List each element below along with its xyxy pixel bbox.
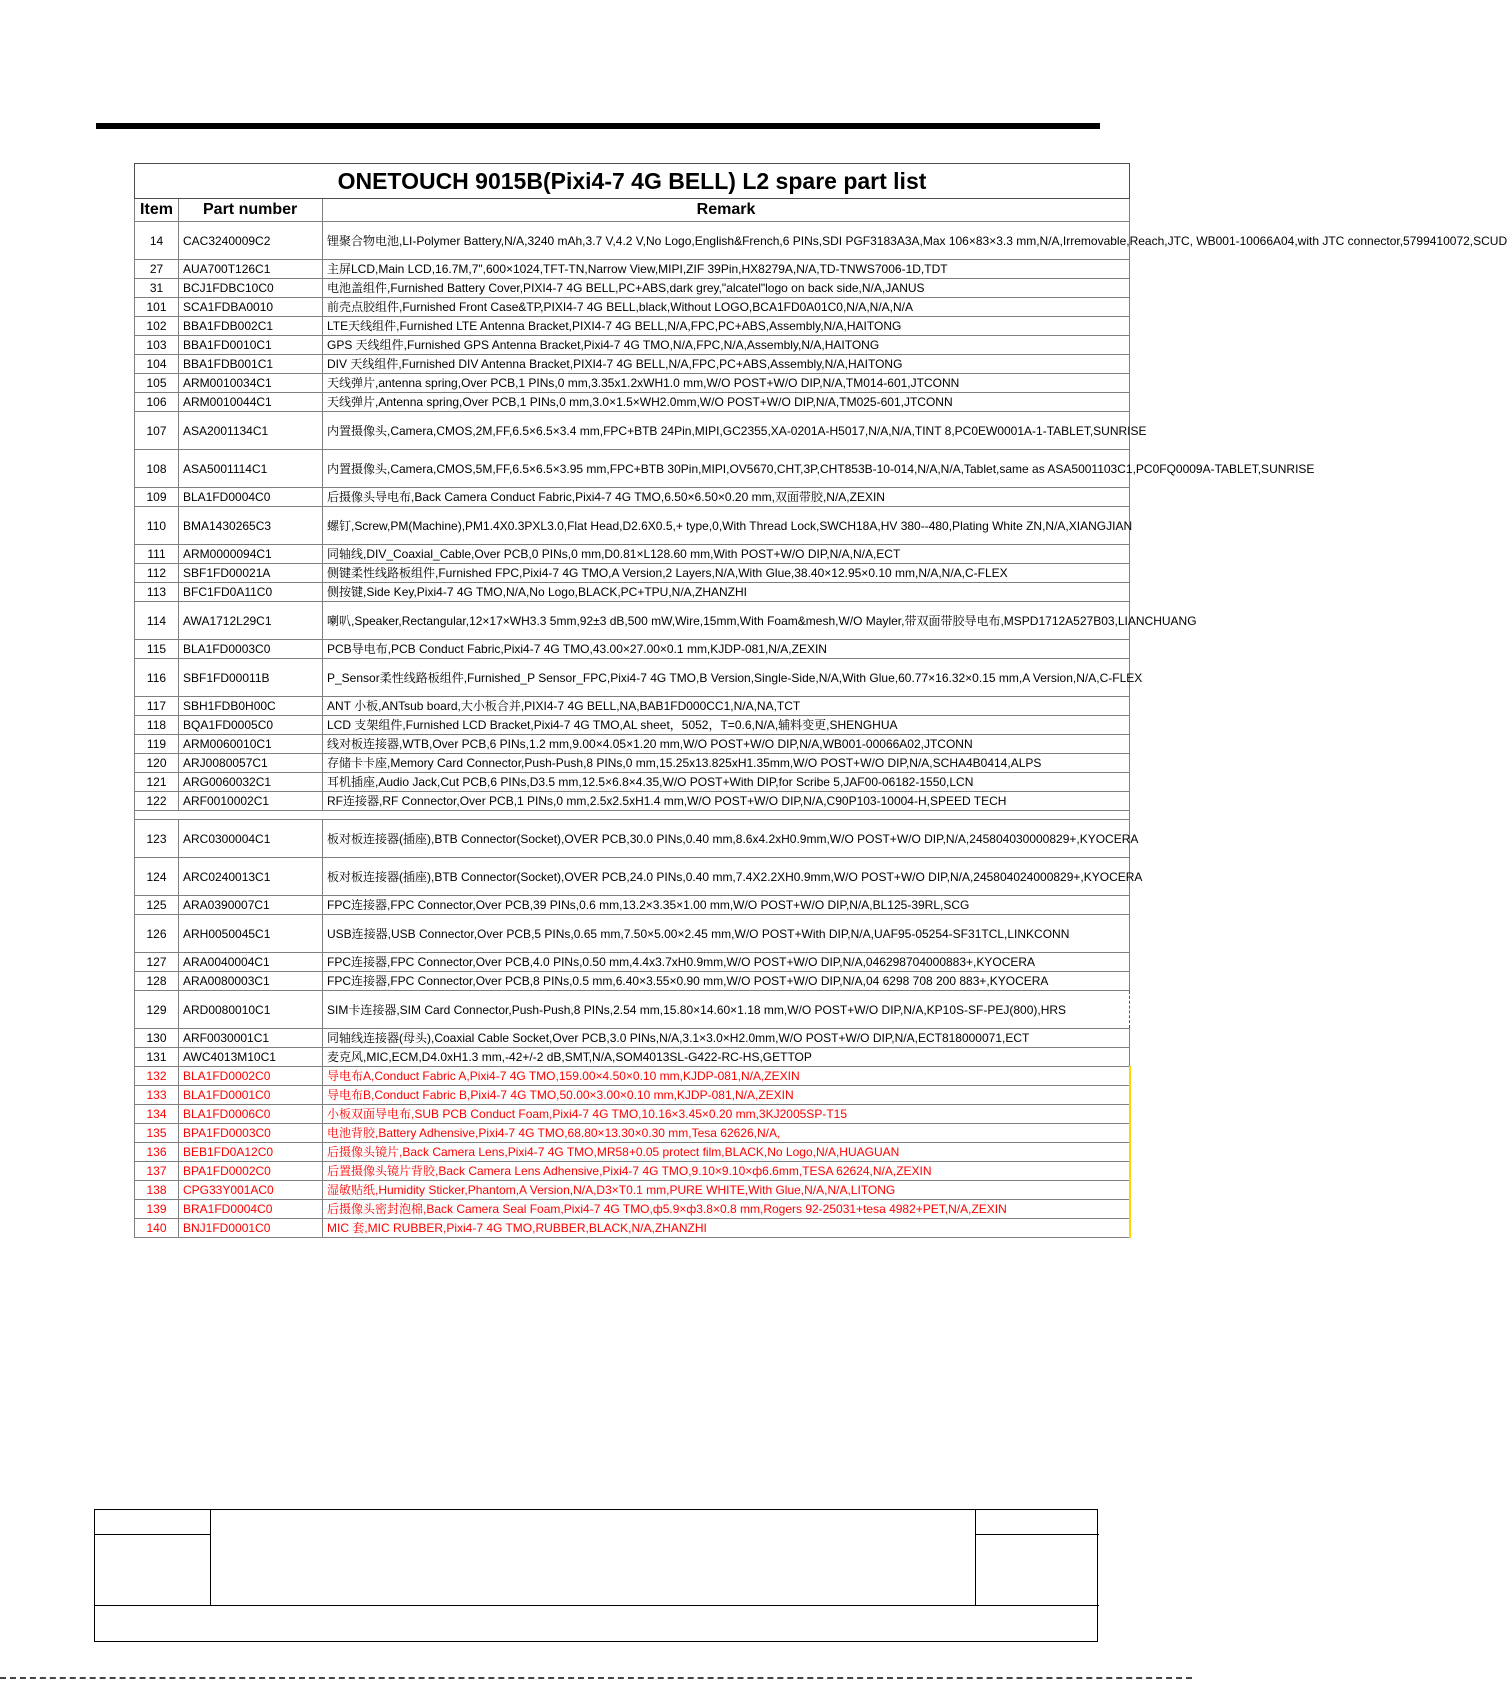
table-row [135,820,1130,858]
item-number: 123 [135,820,179,858]
part-number: BLA1FD0004C0 [179,488,323,507]
table-gap [135,811,1130,820]
part-number: SCA1FDBA0010 [179,298,323,317]
part-number: BRA1FD0004C0 [179,1200,323,1219]
part-remark: 螺钉,Screw,PM(Machine),PM1.4X0.3PXL3.0,Flat Head,D2.6X0.5,+ type,0,With Thread Lock,SWCH18A,HV 380--480,Plating White ZN,N/A,XIANGJIAN [323,507,1130,545]
part-remark: SIM卡连接器,SIM Card Connector,Push-Push,8 PINs,2.54 mm,15.80×14.60×1.18 mm,W/O POST+W/O DIP,N/A,KP10S-SF-PEJ(800),HRS [323,991,1130,1029]
item-number: 101 [135,298,179,317]
part-remark: 侧按键,Side Key,Pixi4-7 4G TMO,N/A,No Logo,BLACK,PC+TPU,N/A,ZHANZHI [323,583,1130,602]
part-number: ARG0060032C1 [179,773,323,792]
part-remark: FPC连接器,FPC Connector,Over PCB,39 PINs,0.6 mm,13.2×3.35×1.00 mm,W/O POST+W/O DIP,N/A,BL125-39RL,SCG [323,896,1130,915]
part-remark: 板对板连接器(插座),BTB Connector(Socket),OVER PCB,24.0 PINs,0.40 mm,7.4X2.2XH0.9mm,W/O POST+W/O DIP,N/A,245804024000829+,KYOCERA [323,858,1130,896]
part-number: ARA0040004C1 [179,953,323,972]
part-remark: 主屏LCD,Main LCD,16.7M,7",600×1024,TFT-TN,Narrow View,MIPI,ZIF 39Pin,HX8279A,N/A,TD-TNWS7006-1D,TDT [323,260,1130,279]
part-number: BMA1430265C3 [179,507,323,545]
part-remark: P_Sensor柔性线路板组件,Furnished_P Sensor_FPC,Pixi4-7 4G TMO,B Version,Single-Side,N/A,With Glue,60.77×16.32×0.15 mm,A Version,N/A,C-FLEX [323,659,1130,697]
item-number: 111 [135,545,179,564]
part-number: ARF0030001C1 [179,1029,323,1048]
table-row [135,1143,1130,1162]
item-number: 136 [135,1143,179,1162]
part-remark: ANT 小板,ANTsub board,大小板合并,PIXI4-7 4G BELL,NA,BAB1FD000CC1,N/A,NA,TCT [323,697,1130,716]
part-remark: 湿敏贴纸,Humidity Sticker,Phantom,A Version,N/A,D3×T0.1 mm,PURE WHITE,With Glue,N/A,N/A,LITONG [323,1181,1130,1200]
part-number: CPG33Y001AC0 [179,1181,323,1200]
table-row [135,1029,1130,1048]
part-remark: GPS 天线组件,Furnished GPS Antenna Bracket,Pixi4-7 4G TMO,N/A,FPC,N/A,Assembly,N/A,HAITONG [323,336,1130,355]
item-number: 138 [135,1181,179,1200]
part-number: BNJ1FD0001C0 [179,1219,323,1238]
table-row [135,507,1130,545]
item-number: 113 [135,583,179,602]
part-number: ARM0010044C1 [179,393,323,412]
footer-divider [95,1605,1099,1606]
table-row [135,1105,1130,1124]
item-number: 118 [135,716,179,735]
part-remark: 天线弹片,antenna spring,Over PCB,1 PINs,0 mm,3.35x1.2xWH1.0 mm,W/O POST+W/O DIP,N/A,TM014-601,JTCONN [323,374,1130,393]
item-number: 120 [135,754,179,773]
item-number: 106 [135,393,179,412]
table-row [135,716,1130,735]
part-number: AWA1712L29C1 [179,602,323,640]
item-number: 133 [135,1086,179,1105]
part-remark: 耳机插座,Audio Jack,Cut PCB,6 PINs,D3.5 mm,12.5×6.8×4.35,W/O POST+With DIP,for Scribe 5,JAF00-06182-1550,LCN [323,773,1130,792]
item-number: 107 [135,412,179,450]
part-number: BLA1FD0001C0 [179,1086,323,1105]
part-number: BLA1FD0003C0 [179,640,323,659]
part-remark: 锂聚合物电池,LI-Polymer Battery,N/A,3240 mAh,3.7 V,4.2 V,No Logo,English&French,6 PINs,SDI PGF3183A3A,Max 106×83×3.3 mm,N/A,Irremovable,Reach,JTC, WB001-10066A04,with JTC connector,5799410072,SCUD [323,222,1130,260]
item-number: 27 [135,260,179,279]
table-row [135,583,1130,602]
item-number: 124 [135,858,179,896]
table-row [135,659,1130,697]
part-number: BFC1FD0A11C0 [179,583,323,602]
table-row [135,858,1130,896]
part-remark: USB连接器,USB Connector,Over PCB,5 PINs,0.65 mm,7.50×5.00×2.45 mm,W/O POST+With DIP,N/A,UAF95-05254-SF31TCL,LINKCONN [323,915,1130,953]
table-row [135,697,1130,716]
part-number: ARM0000094C1 [179,545,323,564]
item-number: 108 [135,450,179,488]
part-number: BQA1FD0005C0 [179,716,323,735]
part-number: ARA0080003C1 [179,972,323,991]
part-number: BBA1FDB002C1 [179,317,323,336]
table-row [135,564,1130,583]
item-number: 116 [135,659,179,697]
table-row [135,1124,1130,1143]
part-remark: DIV 天线组件,Furnished DIV Antenna Bracket,PIXI4-7 4G BELL,N/A,FPC,PC+ABS,Assembly,N/A,HAITONG [323,355,1130,374]
part-remark: FPC连接器,FPC Connector,Over PCB,4.0 PINs,0.50 mm,4.4x3.7xH0.9mm,W/O POST+W/O DIP,N/A,046298704000883+,KYOCERA [323,953,1130,972]
part-number: ARC0240013C1 [179,858,323,896]
header-item: Item [135,199,179,222]
part-number: BPA1FD0002C0 [179,1162,323,1181]
part-number: SBF1FD00021A [179,564,323,583]
part-remark: 后摄像头镜片,Back Camera Lens,Pixi4-7 4G TMO,MR58+0.05 protect film,BLACK,No Logo,N/A,HUAGUAN [323,1143,1130,1162]
item-number: 140 [135,1219,179,1238]
table-row [135,915,1130,953]
part-number: BEB1FD0A12C0 [179,1143,323,1162]
table-row [135,336,1130,355]
part-remark: 电池盖组件,Furnished Battery Cover,PIXI4-7 4G BELL,PC+ABS,dark grey,"alcatel"logo on back side,N/A,JANUS [323,279,1130,298]
part-number: CAC3240009C2 [179,222,323,260]
table-row [135,222,1130,260]
table-row [135,317,1130,336]
item-number: 31 [135,279,179,298]
part-number: ARM0010034C1 [179,374,323,393]
part-remark: PCB导电布,PCB Conduct Fabric,Pixi4-7 4G TMO,43.00×27.00×0.1 mm,KJDP-081,N/A,ZEXIN [323,640,1130,659]
part-number: BBA1FD0010C1 [179,336,323,355]
table-row [135,735,1130,754]
header-remark: Remark [323,199,1130,222]
part-remark: 后置摄像头镜片背胶,Back Camera Lens Adhensive,Pixi4-7 4G TMO,9.10×9.10×ф6.6mm,TESA 62624,N/A,ZEXIN [323,1162,1130,1181]
table-row [135,773,1130,792]
table-row [135,545,1130,564]
part-number: ASA2001134C1 [179,412,323,450]
table-row [135,1219,1130,1238]
part-number: AWC4013M10C1 [179,1048,323,1067]
part-number: ARC0300004C1 [179,820,323,858]
table-row [135,393,1130,412]
table-row [135,953,1130,972]
part-number: ARH0050045C1 [179,915,323,953]
part-remark: 侧键柔性线路板组件,Furnished FPC,Pixi4-7 4G TMO,A Version,2 Layers,N/A,With Glue,38.40×12.95×0.10 mm,N/A,N/A,C-FLEX [323,564,1130,583]
table-row [135,374,1130,393]
part-remark: 同轴线,DIV_Coaxial_Cable,Over PCB,0 PINs,0 mm,D0.81×L128.60 mm,With POST+W/O DIP,N/A,N/A,ECT [323,545,1130,564]
part-remark: MIC 套,MIC RUBBER,Pixi4-7 4G TMO,RUBBER,BLACK,N/A,ZHANZHI [323,1219,1130,1238]
table-row [135,754,1130,773]
part-number: AUA700T126C1 [179,260,323,279]
table-row [135,1162,1130,1181]
item-number: 127 [135,953,179,972]
part-number: SBH1FDB0H00C [179,697,323,716]
footer-divider [975,1510,976,1605]
part-remark: RF连接器,RF Connector,Over PCB,1 PINs,0 mm,2.5x2.5xH1.4 mm,W/O POST+W/O DIP,N/A,C90P103-10004-H,SPEED TECH [323,792,1130,811]
part-remark: 天线弹片,Antenna spring,Over PCB,1 PINs,0 mm,3.0×1.5×WH2.0mm,W/O POST+W/O DIP,N/A,TM025-601,JTCONN [323,393,1130,412]
part-number: ARA0390007C1 [179,896,323,915]
item-number: 110 [135,507,179,545]
footer-divider [95,1534,210,1535]
table-row [135,355,1130,374]
table-row [135,972,1130,991]
item-number: 130 [135,1029,179,1048]
item-number: 137 [135,1162,179,1181]
spare-part-table [134,163,1507,1238]
part-remark: 存储卡卡座,Memory Card Connector,Push-Push,8 PINs,0 mm,15.25x13.825xH1.35mm,W/O POST+W/O DIP,N/A,SCHA4B0414,ALPS [323,754,1130,773]
part-number: ARJ0080057C1 [179,754,323,773]
table-row [135,1181,1130,1200]
part-number: BLA1FD0006C0 [179,1105,323,1124]
table-row [135,279,1130,298]
item-number: 126 [135,915,179,953]
item-number: 117 [135,697,179,716]
item-number: 135 [135,1124,179,1143]
table-row [135,640,1130,659]
part-number: SBF1FD00011B [179,659,323,697]
item-number: 109 [135,488,179,507]
part-number: BCJ1FDBC10C0 [179,279,323,298]
part-remark: 导电布A,Conduct Fabric A,Pixi4-7 4G TMO,159.00×4.50×0.10 mm,KJDP-081,N/A,ZEXIN [323,1067,1130,1086]
table-row [135,991,1130,1029]
item-number: 102 [135,317,179,336]
part-remark: 电池背胶,Battery Adhensive,Pixi4-7 4G TMO,68.80×13.30×0.30 mm,Tesa 62626,N/A, [323,1124,1130,1143]
part-remark: LTE天线组件,Furnished LTE Antenna Bracket,PIXI4-7 4G BELL,N/A,FPC,PC+ABS,Assembly,N/A,HAITONG [323,317,1130,336]
table-row [135,602,1130,640]
item-number: 128 [135,972,179,991]
item-number: 131 [135,1048,179,1067]
part-remark: 内置摄像头,Camera,CMOS,5M,FF,6.5×6.5×3.95 mm,FPC+BTB 30Pin,MIPI,OV5670,CHT,3P,CHT853B-10-014,N/A,N/A,Tablet,same as ASA5001103C1,PC0FQ0009A-TABLET,SUNRISE [323,450,1130,488]
item-number: 129 [135,991,179,1029]
part-remark: 板对板连接器(插座),BTB Connector(Socket),OVER PCB,30.0 PINs,0.40 mm,8.6x4.2xH0.9mm,W/O POST+W/O DIP,N/A,245804030000829+,KYOCERA [323,820,1130,858]
item-number: 112 [135,564,179,583]
table-row [135,1067,1130,1086]
item-number: 104 [135,355,179,374]
part-remark: 喇叭,Speaker,Rectangular,12×17×WH3.3 5mm,92±3 dB,500 mW,Wire,15mm,With Foam&mesh,W/O Mayler,带双面带胶导电布,MSPD1712A527B03,LIANCHUANG [323,602,1130,640]
table-body [135,222,1507,1238]
item-number: 115 [135,640,179,659]
table-row [135,1200,1130,1219]
item-number: 121 [135,773,179,792]
part-number: ASA5001114C1 [179,450,323,488]
table-row [135,260,1130,279]
footer-title-block [94,1509,1098,1642]
part-number: BLA1FD0002C0 [179,1067,323,1086]
part-remark: LCD 支架组件,Furnished LCD Bracket,Pixi4-7 4G TMO,AL sheet，5052，T=0.6,N/A,辅料变更,SHENGHUA [323,716,1130,735]
item-number: 132 [135,1067,179,1086]
part-number: ARF0010002C1 [179,792,323,811]
top-rule [96,123,1100,129]
page-edge-dashes [0,1677,1192,1679]
table-row [135,450,1130,488]
part-number: BPA1FD0003C0 [179,1124,323,1143]
table-row [135,896,1130,915]
table-row [135,1086,1130,1105]
footer-divider [975,1534,1099,1535]
part-remark: 后摄像头密封泡棉,Back Camera Seal Foam,Pixi4-7 4G TMO,ф5.9×ф3.8×0.8 mm,Rogers 92-25031+tesa 4982+PET,N/A,ZEXIN [323,1200,1130,1219]
part-remark: 线对板连接器,WTB,Over PCB,6 PINs,1.2 mm,9.00×4.05×1.20 mm,W/O POST+W/O DIP,N/A,WB001-00066A02,JTCONN [323,735,1130,754]
item-number: 125 [135,896,179,915]
item-number: 122 [135,792,179,811]
table-row [135,298,1130,317]
table-row [135,412,1130,450]
item-number: 103 [135,336,179,355]
part-number: ARM0060010C1 [179,735,323,754]
table-row [135,1048,1130,1067]
part-remark: 后摄像头导电布,Back Camera Conduct Fabric,Pixi4-7 4G TMO,6.50×6.50×0.20 mm,双面带胶,N/A,ZEXIN [323,488,1130,507]
part-remark: 麦克风,MIC,ECM,D4.0xH1.3 mm,-42+/-2 dB,SMT,N/A,SOM4013SL-G422-RC-HS,GETTOP [323,1048,1130,1067]
part-remark: 前壳点胶组件,Furnished Front Case&TP,PIXI4-7 4G BELL,black,Without LOGO,BCA1FD0A01C0,N/A,N/A,N/A [323,298,1130,317]
table-title: ONETOUCH 9015B(Pixi4-7 4G BELL) L2 spare part list [135,164,1130,199]
part-remark: 小板双面导电布,SUB PCB Conduct Foam,Pixi4-7 4G TMO,10.16×3.45×0.20 mm,3KJ2005SP-T15 [323,1105,1130,1124]
part-remark: 同轴线连接器(母头),Coaxial Cable Socket,Over PCB,3.0 PINs,N/A,3.1×3.0×H2.0mm,W/O POST+W/O DIP,N/A,ECT818000071,ECT [323,1029,1130,1048]
part-number: ARD0080010C1 [179,991,323,1029]
part-number: BBA1FDB001C1 [179,355,323,374]
header-part-number: Part number [179,199,323,222]
part-remark: FPC连接器,FPC Connector,Over PCB,8 PINs,0.5 mm,6.40×3.55×0.90 mm,W/O POST+W/O DIP,N/A,04 6298 708 200 883+,KYOCERA [323,972,1130,991]
table-row [135,792,1130,811]
item-number: 105 [135,374,179,393]
item-number: 134 [135,1105,179,1124]
item-number: 119 [135,735,179,754]
part-remark: 内置摄像头,Camera,CMOS,2M,FF,6.5×6.5×3.4 mm,FPC+BTB 24Pin,MIPI,GC2355,XA-0201A-H5017,N/A,N/A,TINT 8,PC0EW0001A-1-TABLET,SUNRISE [323,412,1130,450]
part-remark: 导电布B,Conduct Fabric B,Pixi4-7 4G TMO,50.00×3.00×0.10 mm,KJDP-081,N/A,ZEXIN [323,1086,1130,1105]
item-number: 14 [135,222,179,260]
item-number: 114 [135,602,179,640]
footer-divider [210,1510,211,1605]
item-number: 139 [135,1200,179,1219]
spare-part-sheet [134,163,1507,1238]
table-row [135,488,1130,507]
